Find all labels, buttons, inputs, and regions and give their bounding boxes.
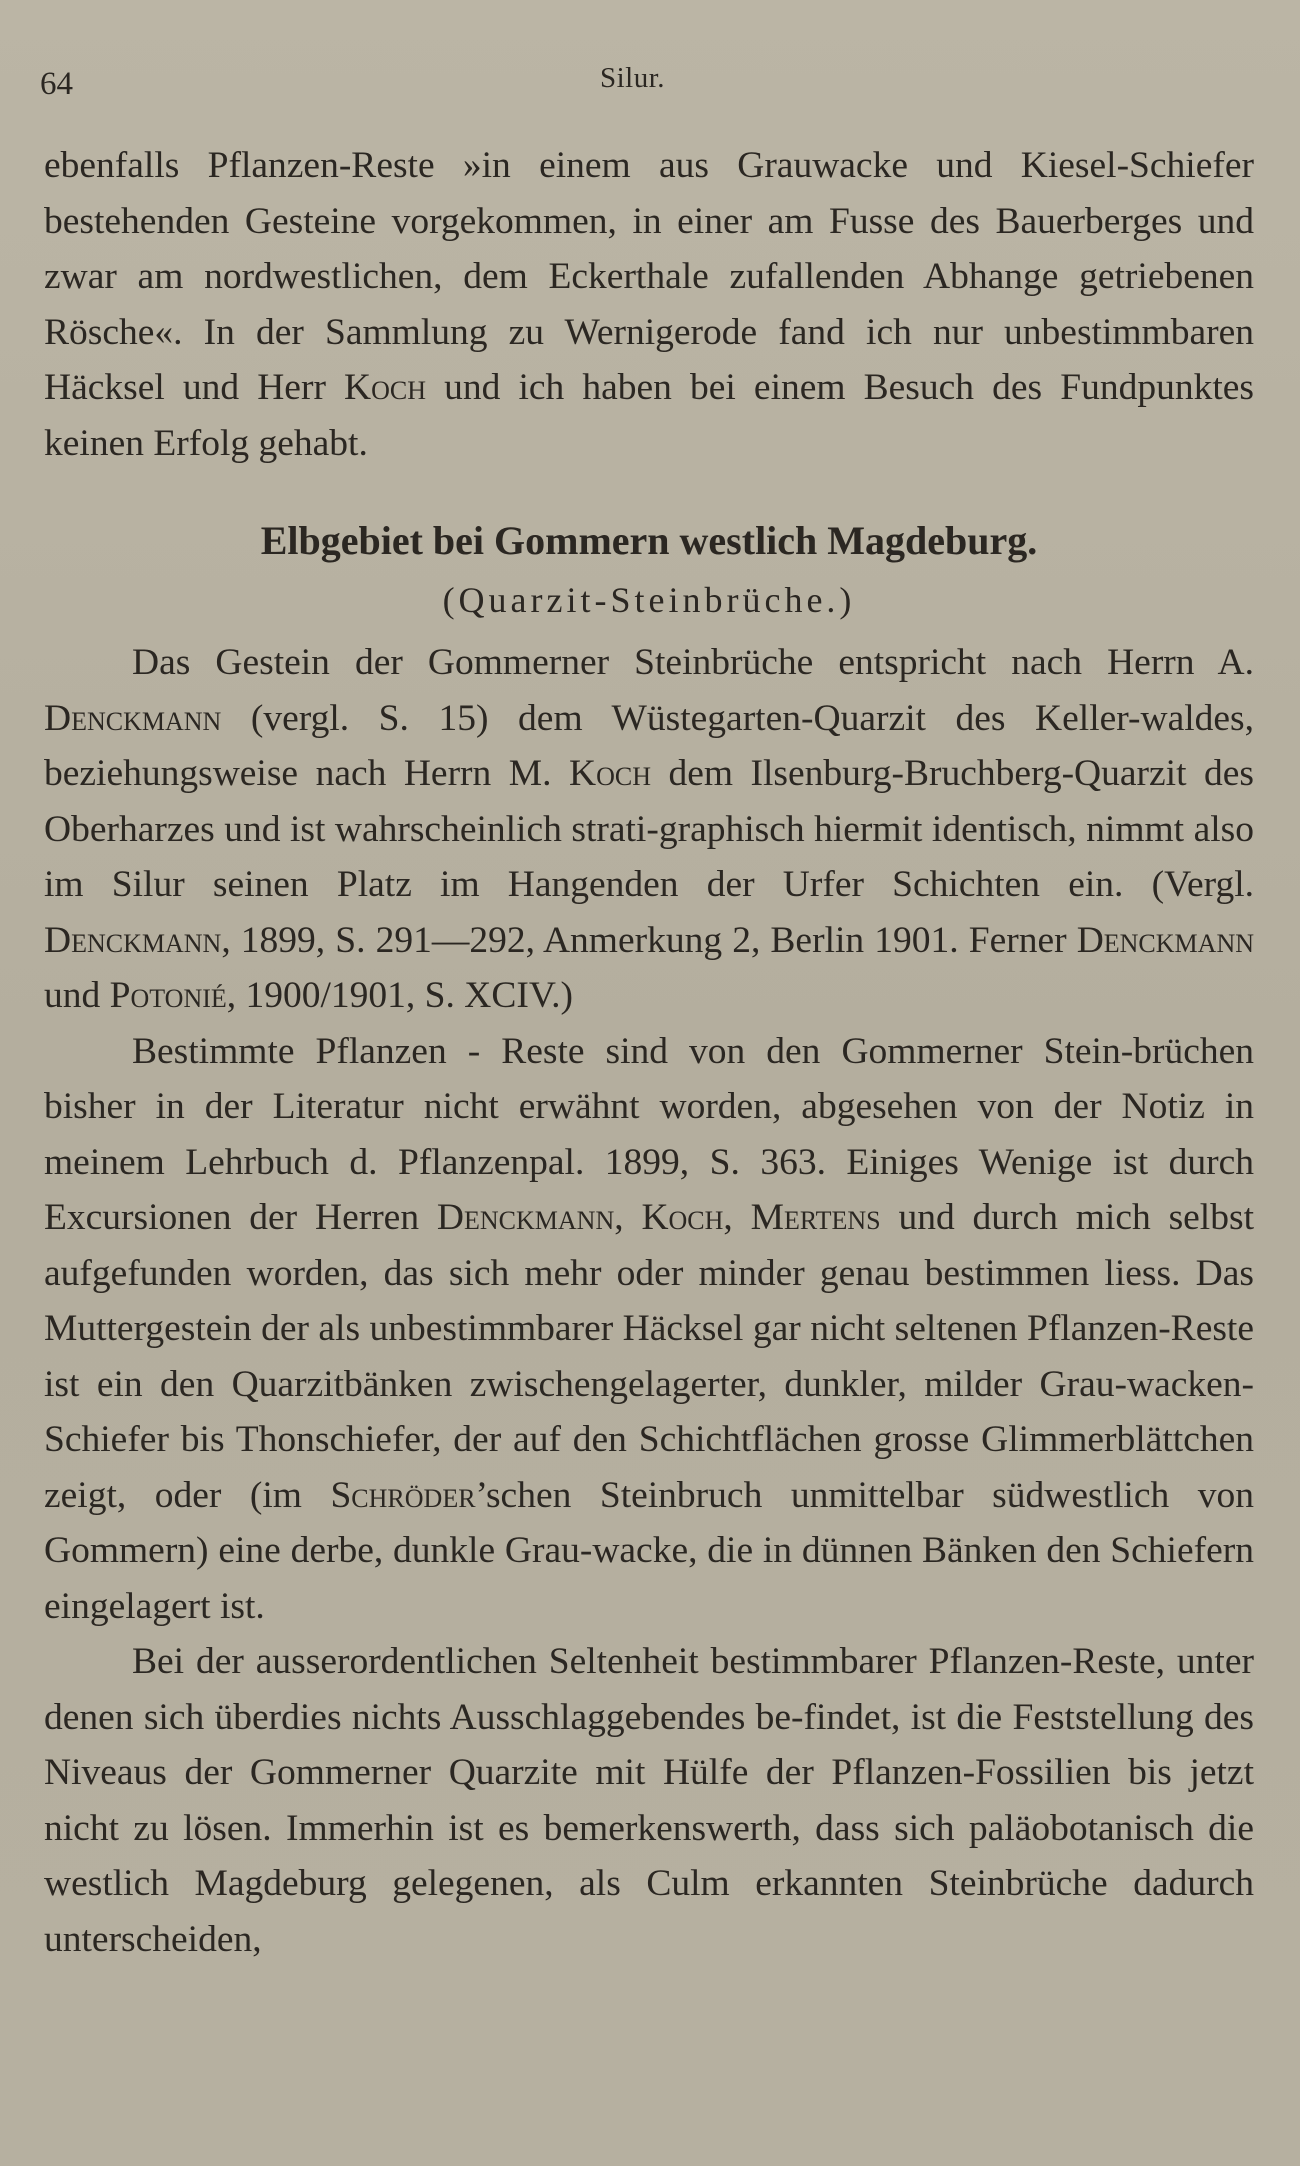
running-title: Silur.	[600, 62, 666, 94]
author-name-denckmann: Denckmann	[44, 697, 222, 739]
author-name-denckmann: Denckmann	[436, 1197, 615, 1238]
author-name-koch: Koch	[344, 367, 427, 408]
page-number: 64	[40, 66, 73, 102]
text-run: ,	[723, 1197, 751, 1238]
body-text	[44, 138, 1254, 1967]
text-run: dem Ilsenburg-Bruchberg-Quarzit des Oberharzes und ist wahrscheinlich strati-graphisch hiermit identisch, nimmt also im Silur seinen Platz im Hangenden der Urfer Schichten ein. (Vergl.	[44, 753, 1254, 905]
section-heading: Elbgebiet bei Gommern westlich Magdeburg.	[260, 518, 1038, 563]
section-subheading: (Quarzit-Steinbrüche.)	[442, 580, 856, 620]
author-name-mertens: Mertens	[750, 1197, 881, 1238]
paragraph-seltenheit	[44, 1634, 1254, 1967]
paragraph-text: ebenfalls Pflanzen-Reste »in einem aus Grauwacke und Kiesel-Schiefer bestehenden Gesteine vorgekommen, in einer am Fusse des Bauerberges und zwar am nordwestlichen, dem Eckerthale zufallenden Abhange getriebenen Rösche«. In der Sammlung zu Wernigerode fand ich nur unbestimmbaren Häcksel und Herr	[44, 145, 1254, 408]
paragraph-gestein	[44, 635, 1254, 1024]
author-name-potonie: Potonié	[109, 975, 227, 1016]
text-run: , 1899, S. 291—292, Anmerkung 2, Berlin 1901. Ferner	[221, 919, 1077, 961]
text-run: und	[44, 975, 110, 1016]
text-run: ,	[614, 1197, 642, 1238]
running-head	[40, 58, 1250, 108]
text-run: und durch mich selbst aufgefunden worden, das sich mehr oder minder genau bestimmen liess. Das Muttergestein der als unbestimmbarer Häcksel gar nicht seltenen Pflanzen-Reste ist ein den Quarzitbänken zwischengelagerter, dunkler, milder Grau-wacken-Schiefer bis Thonschiefer, der auf den Schichtflächen grosse Glimmerblättchen zeigt, oder (im	[44, 1197, 1254, 1516]
text-run: ’schen Steinbruch unmittelbar südwestlich von Gommern) eine derbe, dunkle Grau-wacke, die in dünnen Bänken den Schiefern eingelagert ist.	[44, 1474, 1254, 1627]
author-name-koch: Koch	[641, 1197, 724, 1238]
paragraph-text-tail: und ich haben bei einem Besuch des Fundpunktes keinen Erfolg gehabt.	[44, 367, 1254, 464]
paragraph-continuation	[44, 138, 1254, 471]
author-name-schroeder: Schröder	[330, 1474, 476, 1516]
author-name-koch: Koch	[569, 753, 651, 794]
text-run: (vergl. S. 15) dem Wüstegarten-Quarzit des Keller-waldes, beziehungsweise nach Herrn M.	[44, 697, 1254, 794]
author-name-denckmann: Denckmann	[1076, 919, 1254, 961]
text-run: Bei der ausserordentlichen Seltenheit bestimmbarer Pflanzen-Reste, unter denen sich überdies nichts Ausschlaggebendes be-findet, ist die Feststellung des Niveaus der Gommerner Quarzite mit Hülfe der Pflanzen-Fossilien bis jetzt nicht zu lösen. Immerhin ist es bemerkenswerth, dass sich paläobotanisch die westlich Magdeburg gelegenen, als Culm erkannten Steinbrüche dadurch unterscheiden,	[44, 1641, 1254, 1960]
paragraph-pflanzen-reste	[44, 1024, 1254, 1635]
author-name-denckmann: Denckmann	[44, 919, 222, 961]
text-run: Bestimmte Pflanzen - Reste sind von den Gommerner Stein-brüchen bisher in der Literatur nicht erwähnt worden, abgesehen von der Notiz in meinem Lehrbuch d. Pflanzenpal. 1899, S. 363. Einiges Wenige ist durch Excursionen der Herren	[44, 1030, 1254, 1238]
text-run: , 1900/1901, S. XCIV.)	[226, 975, 573, 1016]
text-run: Das Gestein der Gommerner Steinbrüche entspricht nach Herrn A.	[132, 642, 1254, 683]
